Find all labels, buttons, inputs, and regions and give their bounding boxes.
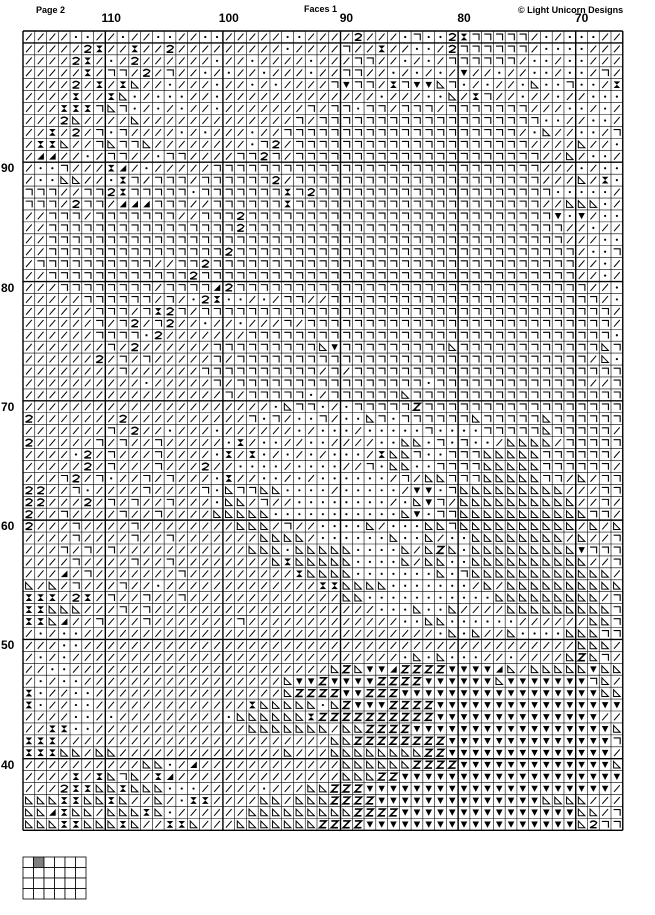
row-label: 50 <box>1 638 15 653</box>
thumbnail-cell <box>76 878 87 889</box>
row-label: 80 <box>1 280 15 295</box>
thumbnail-cell <box>23 878 34 889</box>
thumbnail-cell <box>55 878 66 889</box>
column-label: 70 <box>574 11 589 25</box>
thumbnail-cell <box>65 889 76 900</box>
current-page-cell <box>34 857 45 868</box>
thumbnail-cell <box>65 857 76 868</box>
column-label: 90 <box>339 11 354 25</box>
thumbnail-cell <box>44 868 55 879</box>
row-label: 70 <box>1 399 15 414</box>
thumbnail-cell <box>76 857 87 868</box>
thumbnail-cell <box>65 868 76 879</box>
thumbnail-cell <box>44 878 55 889</box>
row-label: 60 <box>1 519 15 534</box>
thumbnail-cell <box>55 889 66 900</box>
thumbnail-cell <box>65 878 76 889</box>
thumbnail-cell <box>34 878 45 889</box>
column-label: 110 <box>101 11 121 25</box>
thumbnail-cell <box>55 857 66 868</box>
thumbnail-cell <box>23 868 34 879</box>
thumbnail-cell <box>44 857 55 868</box>
row-label: 40 <box>1 757 15 772</box>
chart-title: Faces 1 <box>304 4 338 14</box>
thumbnail-cell <box>23 889 34 900</box>
thumbnail-cell <box>23 857 34 868</box>
column-label: 100 <box>218 11 239 25</box>
page-label: Page 2 <box>36 5 66 15</box>
row-label: 90 <box>1 161 15 176</box>
thumbnail-cell <box>34 889 45 900</box>
thumbnail-cell <box>55 868 66 879</box>
thumbnail-cells <box>23 857 86 899</box>
copyright-notice: © Light Unicorn Designs <box>518 5 624 15</box>
thumbnail-cell <box>44 889 55 900</box>
thumbnail-cell <box>34 868 45 879</box>
column-label: 80 <box>457 11 471 25</box>
thumbnail-cell <box>76 868 87 879</box>
thumbnail-cell <box>76 889 87 900</box>
